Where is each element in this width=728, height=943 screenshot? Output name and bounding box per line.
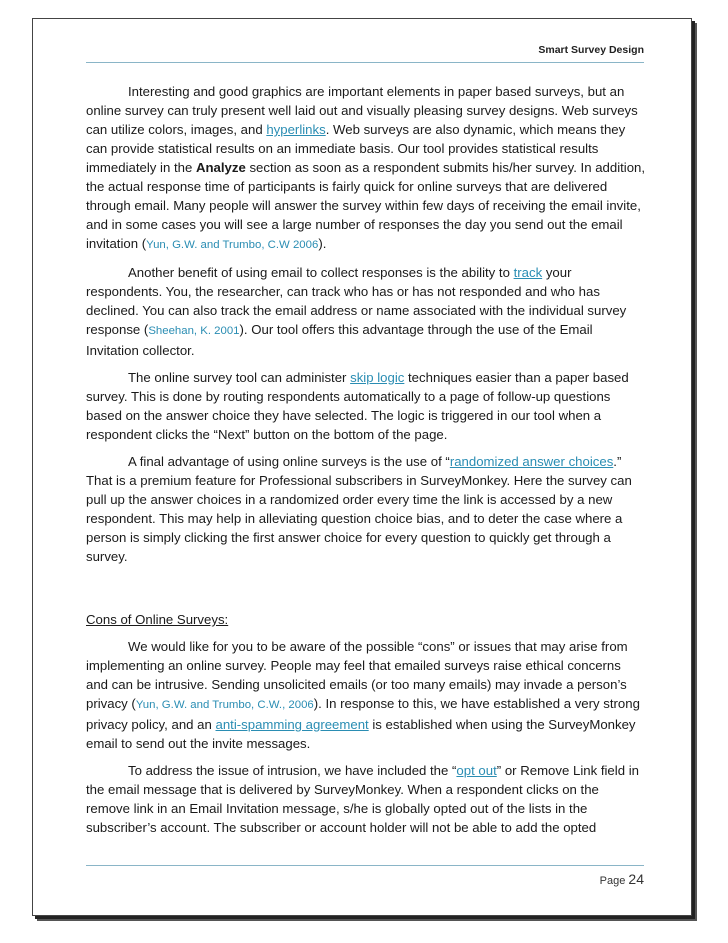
text: section as soon as a respondent submits his/her survey. In addition, the actual response time of participants is fairly quick for online surveys that are delivered through email. Many people will answer the survey within few days of receiving the email invite, and in some cases you will see a large number of responses the day you send out the email invitation ( (86, 160, 646, 251)
page-footer (600, 871, 644, 887)
text: techniques easier than a paper based survey. This is done by routing respondents automatically to a page of follow-up questions based on the answer choice they have selected. The logic is triggered in our tool when a respondent clicks the “Next” button on the bottom of the page. (86, 370, 629, 442)
anti-spamming-agreement-link[interactable]: anti-spamming agreement (215, 717, 369, 732)
text: . Web surveys are also dynamic, which means they can provide statistical results on an immediate basis. Our tool provides statistical results immediately in the (86, 122, 626, 175)
paragraph-graphics (86, 82, 646, 255)
hyperlinks-link[interactable]: hyperlinks (266, 122, 326, 137)
text: your respondents. You, the researcher, can track who has or has not responded and who has declined. You can also track the email address or name associated with the individual survey response ( (86, 265, 627, 337)
page-label: Page (599, 875, 626, 887)
paragraph-randomized (86, 452, 646, 566)
text: We would like for you to be aware of the possible “cons” or issues that may arise from implementing an online survey. People may feel that emailed surveys raise ethical concerns and can be intrusive. Sending unsolicited emails (or too many emails) may invade a person’s privacy ( (86, 639, 628, 711)
text: The online survey tool can administer (128, 370, 351, 385)
text: ). Our tool offers this advantage through the use of the Email Invitation collector. (86, 322, 593, 358)
paragraph-cons-privacy (86, 637, 646, 753)
text: ). In response to this, we have established a very strong privacy policy, and an (86, 696, 640, 732)
paragraph-opt-out (86, 761, 646, 837)
text: is established when using the SurveyMonkey email to send out the invite messages. (86, 717, 636, 751)
track-link[interactable]: track (513, 265, 543, 280)
paragraph-skip-logic (86, 368, 646, 444)
citation-sheehan: Sheehan, K. 2001 (148, 325, 240, 337)
analyze-bold: Analyze (195, 160, 246, 175)
citation-yun-trumbo-2: Yun, G.W. and Trumbo, C.W., 2006 (135, 699, 314, 711)
text: ” or Remove Link field in the email message that is delivered by SurveyMonkey. When a respondent clicks on the remove link in an Email Invitation message, s/he is globally opted out of the lists in the subscriber’s account. The subscriber or account holder will not be able to add the opted (86, 763, 639, 835)
text: Interesting and good graphics are important elements in paper based surveys, but an online survey can truly present well laid out and visually pleasing survey designs. Web surveys can utilize colors, images, and (86, 84, 638, 137)
footer-rule (86, 865, 644, 866)
randomized-answer-choices-link[interactable]: randomized answer choices (449, 454, 614, 469)
header-title: Smart Survey Design (538, 44, 644, 56)
text: Another benefit of using email to collect responses is the ability to (128, 265, 514, 280)
opt-out-link[interactable]: opt out (456, 763, 497, 778)
page-number: 24 (628, 871, 644, 887)
document-body (86, 82, 646, 845)
section-heading-cons: Cons of Online Surveys: (86, 612, 229, 627)
header-rule (86, 62, 644, 63)
citation-yun-trumbo: Yun, G.W. and Trumbo, C.W 2006 (146, 239, 319, 251)
paragraph-email-tracking (86, 263, 646, 360)
skip-logic-link[interactable]: skip logic (350, 370, 405, 385)
text: .” That is a premium feature for Professional subscribers in SurveyMonkey. Here the survey can pull up the answer choices in a randomized order every time the link is accessed by a new respondent. This may help in alleviating question choice bias, and to deter the case where a person is simply clicking the first answer choice for every question to quickly get through a survey. (86, 454, 632, 564)
text: A final advantage of using online surveys is the use of “ (128, 454, 450, 469)
text: ). (318, 236, 327, 251)
text: To address the issue of intrusion, we have included the “ (128, 763, 457, 778)
